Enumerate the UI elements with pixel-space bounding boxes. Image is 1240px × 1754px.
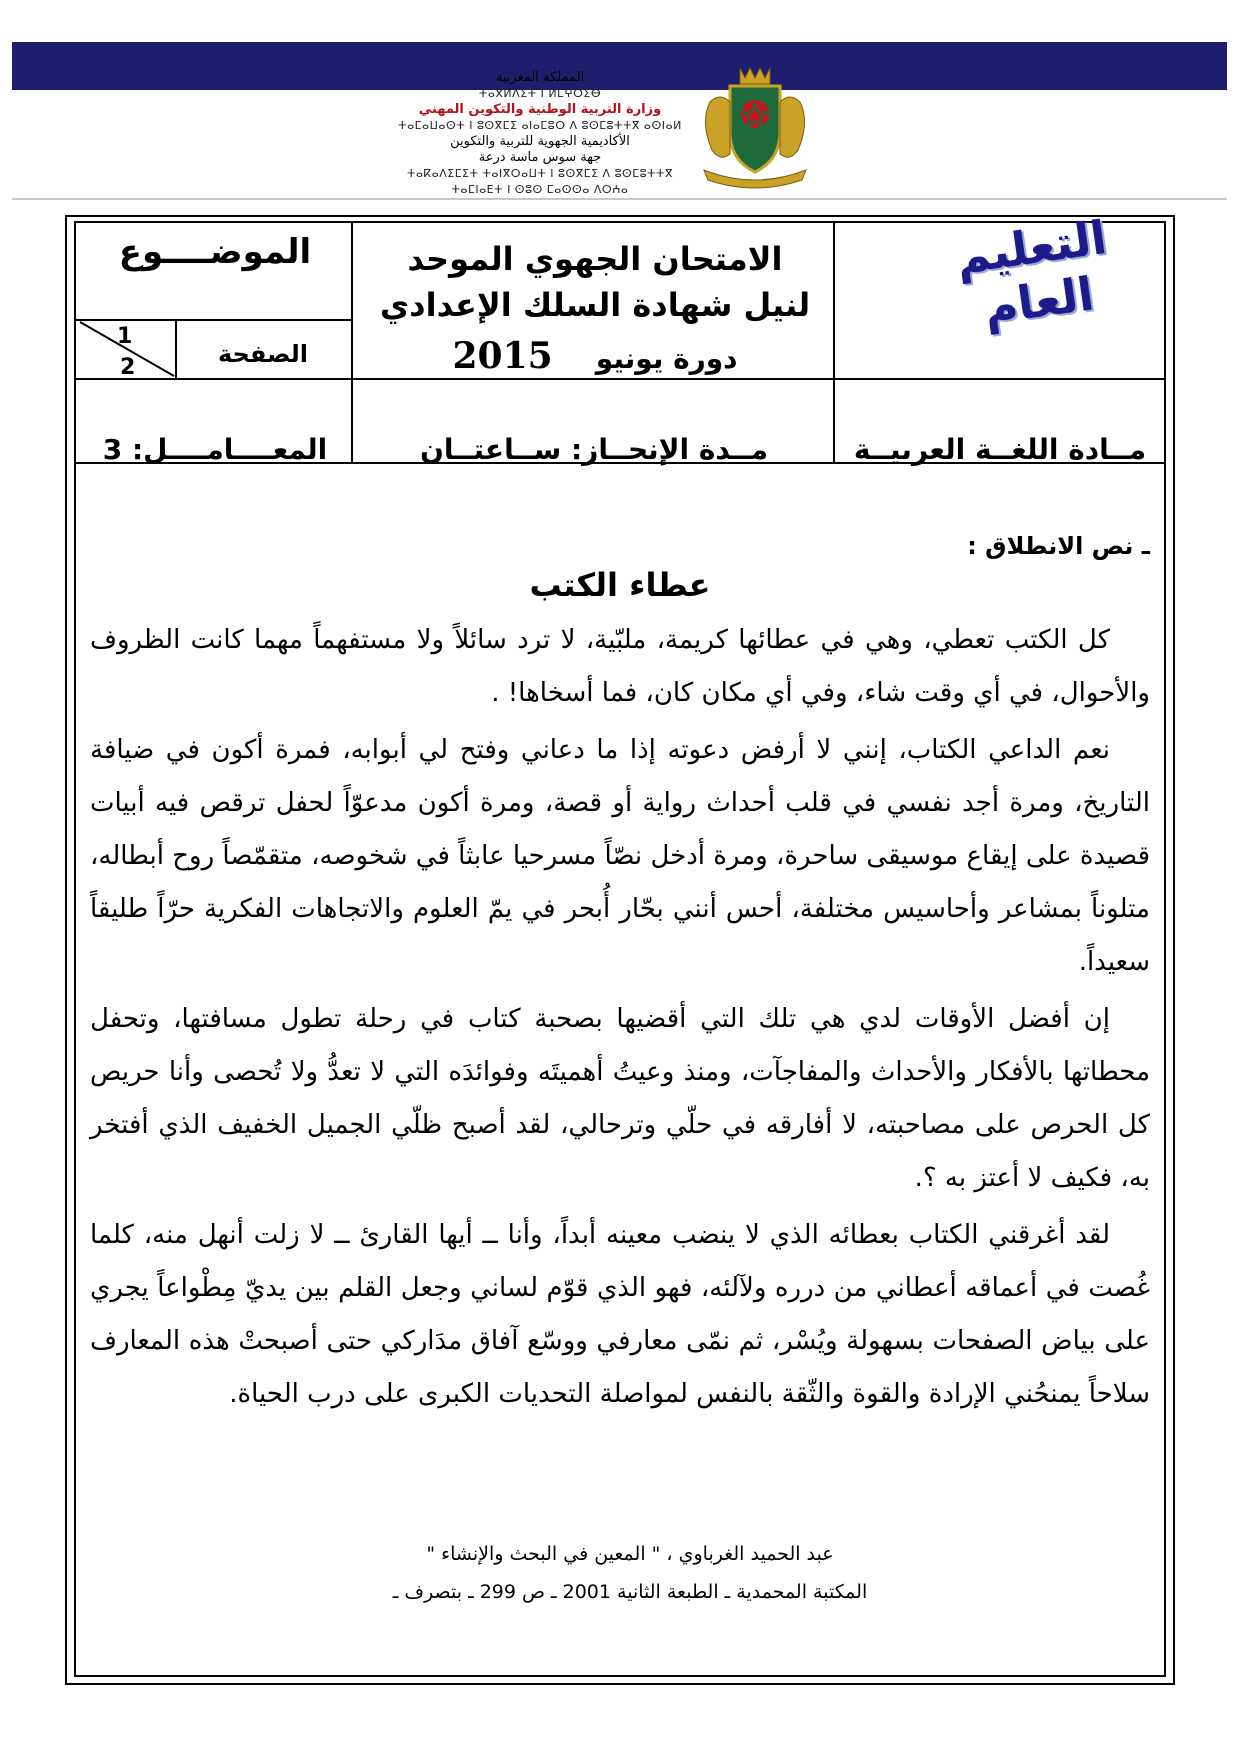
ministry-header [390,70,690,198]
text-source [300,1535,960,1611]
exam-text [90,532,1150,1421]
subject-name: مــادة اللغــة العربيــة [853,433,1147,466]
paragraph: لقد أغرقني الكتاب بعطائه الذي لا ينضب معينه أبداً، وأنا ــ أيها القارئ ــ لا زلت أنهل منه، كلما غُصت في أعماقه أعطاني من درره ولآلئه، فهو الذي قوّم لساني وجعل القلم بين يديّ مِطْواعاً يجري على بياض الصفحات بسهولة ويُسْر، ثم نمّى معارفي ووسّع آفاق مدَاركي حتى أصبحتْ هذه المعارف سلاحاً يمنحُني الإرادة والقوة والثّقة بالنفس لمواصلة التحديات الكبرى على درب الحياة. [90,1220,1150,1409]
source-author: عبد الحميد الغرباوي ، " المعين في البحث والإنشاء " [426,1543,834,1565]
session-year: 2015 [452,335,553,377]
kingdom-name: المملكة المغربية [495,70,585,85]
paragraph: نعم الداعي الكتاب، إنني لا أرفض دعوته إذا ما دعاني وفتح لي أبوابه، فمرة أكون في ضيافة التاريخ، ومرة أجد نفسي في قلب أحداث رواية أو قصة، ومرة أكون مدعوّاً لحفل ترقص فيه أبيات قصيدة على إيقاع موسيقى ساحرة، ومرة أدخل نصّاً مسرحيا عابثاً في شخوصه، متقمّصاً روح أبطاله، متلوناً بمشاعر وأحاسيس مختلفة، أحس أنني بحّار أُبحر في يمّ العلوم والاتجاهات الفكرية حرّاً طليقاً سعيداً. [90,735,1150,977]
section-heading: ـ نص الانطلاق : [967,532,1150,560]
table-divider [351,221,353,463]
page-current: 1 [117,324,133,349]
exam-title [355,236,835,328]
subject-heading: الموضــــوع [118,232,312,272]
page-label: الصفحة [217,340,308,368]
text-title: عطاء الكتب [529,566,711,604]
exam-title-line-2: لنيل شهادة السلك الإعدادي [379,286,811,324]
kingdom-name-tifinagh: ⵜⴰⴳⵍⴷⵉⵜ ⵏ ⵍⵎⵖⵔⵉⴱ [478,87,602,100]
academy-name: الأكاديمية الجهوية للتربية والتكوين [450,134,630,149]
header-divider [12,198,1227,200]
region-name: جهة سوس ماسة درعة [478,150,602,165]
ministry-name: وزارة التربية الوطنية والتكوين المهني [418,102,662,117]
exam-session [355,335,835,377]
table-divider [74,378,1166,380]
coat-of-arms-icon [690,62,820,190]
paragraph: إن أفضل الأوقات لدي هي تلك التي أقضيها بصحبة كتاب في رحلة تطول مسافتها، وتحفل محطاتها بالأفكار والأحداث والمفاجآت، ومنذ وعيتُ أهميتَه وفوائدَه التي لا تعدُّ ولا تُحصى وأنا حريص كل الحرص على مصاحبته، لا أفارقه في حلّي وترحالي، لقد أصبح ظلّي الجميل الخفيف الذي أفتخر به، فكيف لا أعتز به ؟. [90,1004,1150,1193]
region-name-tifinagh: ⵜⴰⵎⵏⴰⴹⵜ ⵏ ⵙⵓⵙ ⵎⴰⵙⵙⴰ ⴷⵔⵄⴰ [451,183,629,196]
ministry-name-tifinagh: ⵜⴰⵎⴰⵡⴰⵙⵜ ⵏ ⵓⵙⴳⵎⵉ ⴰⵏⴰⵎⵓⵔ ⴷ ⵓⵙⵎⵓⵜⵜⴳ ⴰⵙⵏⴰⵍ [398,119,682,132]
session-label: دورة يونيو [595,342,738,375]
duration: مــدة الإنجــاز: ســاعتــان [419,433,769,466]
track-title: التعليم العام [952,209,1110,336]
source-publisher: المكتبة المحمدية ـ الطبعة الثانية 2001 ـ ص 299 ـ بتصرف ـ [392,1581,868,1603]
academy-name-tifinagh: ⵜⴰⴽⴰⴷⵉⵎⵉⵜ ⵜⴰⵏⴳⵔⴰⵡⵜ ⵏ ⵓⵙⴳⵎⵉ ⴷ ⵓⵙⵎⵓⵜⵜⴳ [407,167,673,180]
page-total: 2 [120,355,136,380]
coefficient: المعــــامــــل: 3 [102,433,328,466]
exam-title-line-1: الامتحان الجهوي الموحد [407,240,783,278]
paragraph: كل الكتب تعطي، وهي في عطائها كريمة، ملبّية، لا ترد سائلاً ولا مستفهماً مهما كانت الظروف والأحوال، في أي وقت شاء، وفي أي مكان كان، فما أسخاها! . [90,625,1150,708]
